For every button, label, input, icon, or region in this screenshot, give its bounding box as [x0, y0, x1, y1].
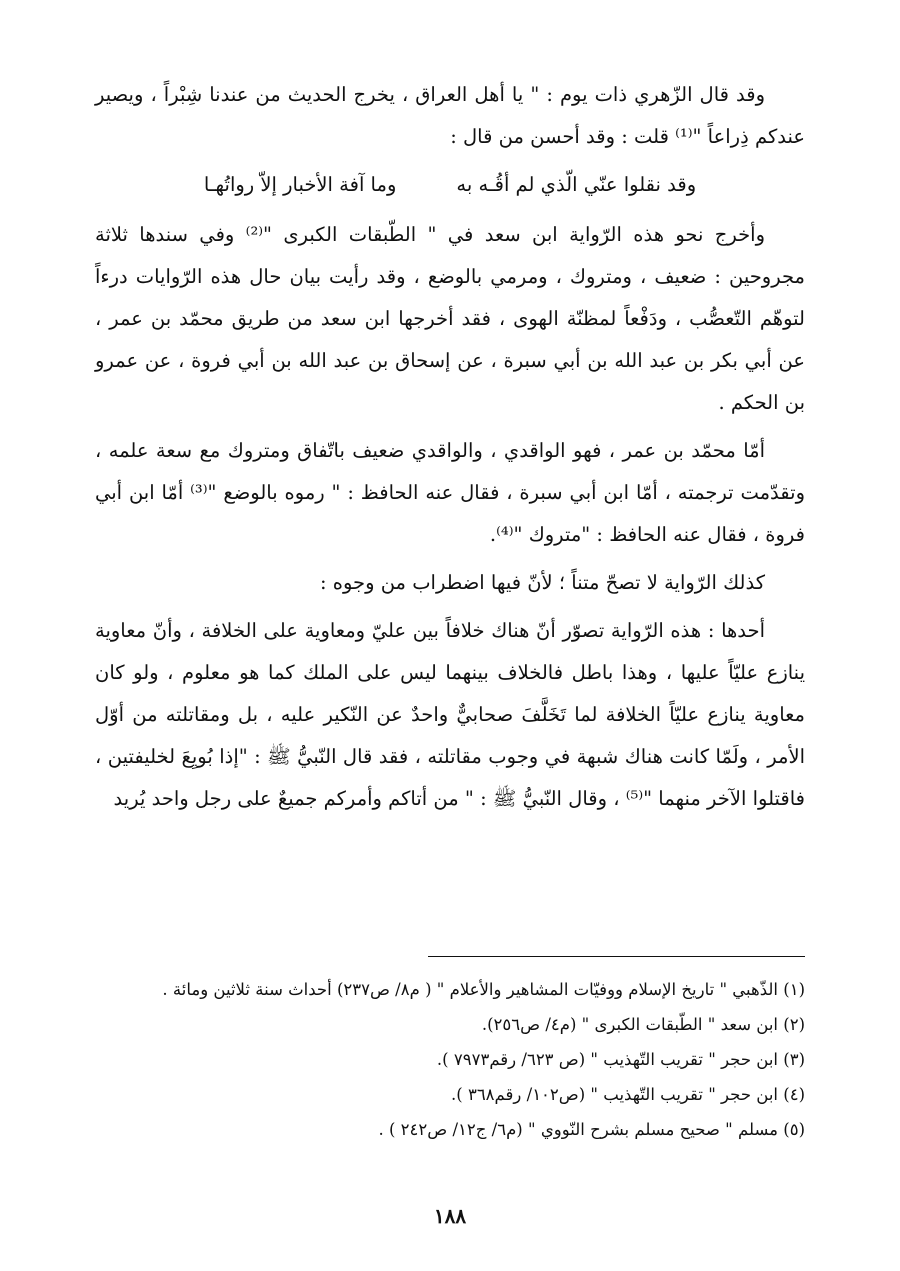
footnote-divider: [428, 956, 805, 957]
footnote-5: (٥) مسلم " صحيح مسلم بشرح النّووي " (م٦/ ج١٢/ ص٢٤٢ ) .: [378, 1120, 805, 1139]
main-text: [95, 74, 805, 820]
footnote-2: (٢) ابن سعد " الطّبقات الكبرى " (م٤/ ص٢٥٦).: [481, 1015, 805, 1034]
paragraph-text-inconsistency: كذلك الرّواية لا تصحّ متناً ؛ لأنّ فيها اضطراب من وجوه :: [319, 571, 765, 594]
footnote-3: (٣) ابن حجر " تقريب التّهذيب " (ص ٦٢٣/ رقم٧٩٧٣ ).: [436, 1050, 805, 1069]
footnote-1: (١) الذّهبي " تاريخ الإسلام ووفيّات المشاهير والأعلام " ( م٨/ ص٢٣٧) أحداث سنة ثلاثين ومائة .: [162, 980, 805, 999]
paragraph-narrators-status: أمّا محمّد بن عمر ، فهو الواقدي ، والواقدي ضعيف باتّفاق ومتروك مع سعة علمه ، وتقدّمت ترجمته ، أمّا ابن أبي سبرة ، فقال عنه الحافظ : " رموه بالوضع "⁽³⁾ أمّا ابن أبي فروة ، فقال عنه الحافظ : "متروك "⁽⁴⁾.: [95, 439, 805, 546]
paragraph-zuhri-quote: وقد قال الزّهري ذات يوم : " يا أهل العراق ، يخرج الحديث من عندنا شِبْراً ، ويصير عندكم ذِراعاً "⁽¹⁾ قلت : وقد أحسن من قال :: [95, 83, 805, 148]
paragraph-first-aspect: أحدها : هذه الرّواية تصوّر أنّ هناك خلافاً بين عليّ ومعاوية على الخلافة ، وأنّ معاوية ينازع عليّاً عليها ، وهذا باطل فالخلاف بينهما ليس على الملك كما هو معلوم ، ولو كان معاوية ينازع عليّاً الخلافة لما تَخَلَّفَ صحابيٌّ واحدٌ عن النّكير عليه ، بل ومقاتلته من أوّل الأمر ، ولَمّا كانت هناك شبهة في وجوب مقاتلته ، فقد قال النّبيُّ ﷺ : "إذا بُويِعَ لخليفتين ، فاقتلوا الآخر منهما "⁽⁵⁾ ، وقال النّبيُّ ﷺ : " من أتاكم وأمركم جميعٌ على رجل واحد يُريد: [95, 619, 805, 810]
footnotes: [95, 972, 805, 1147]
verse-first-hemistich: وقد نقلوا عنّي الّذي لم أقُـه به: [456, 173, 697, 196]
footnote-4: (٤) ابن حجر " تقريب التّهذيب " (ص١٠٢/ رقم٣٦٨ ).: [451, 1085, 805, 1104]
poetry-verse: [95, 164, 805, 206]
paragraph-ibn-saad-narration: وأخرج نحو هذه الرّواية ابن سعد في " الطّبقات الكبرى "⁽²⁾ وفي سندها ثلاثة مجروحين : ضعيف ، ومتروك ، ومرمي بالوضع ، وقد رأيت بيان حال هذه الرّوايات درءاً لتوهّم التّعصُّب ، ودَفْعاً لمظنّة الهوى ، فقد أخرجها ابن سعد من طريق محمّد بن عمر ، عن أبي بكر بن عبد الله بن أبي سبرة ، عن إسحاق بن عبد الله بن أبي فروة ، عن عمرو بن الحكم .: [95, 223, 805, 414]
page-number: ١٨٨: [433, 1204, 467, 1228]
verse-second-hemistich: وما آفة الأخبار إلاّ رواتُهـا: [203, 173, 397, 196]
